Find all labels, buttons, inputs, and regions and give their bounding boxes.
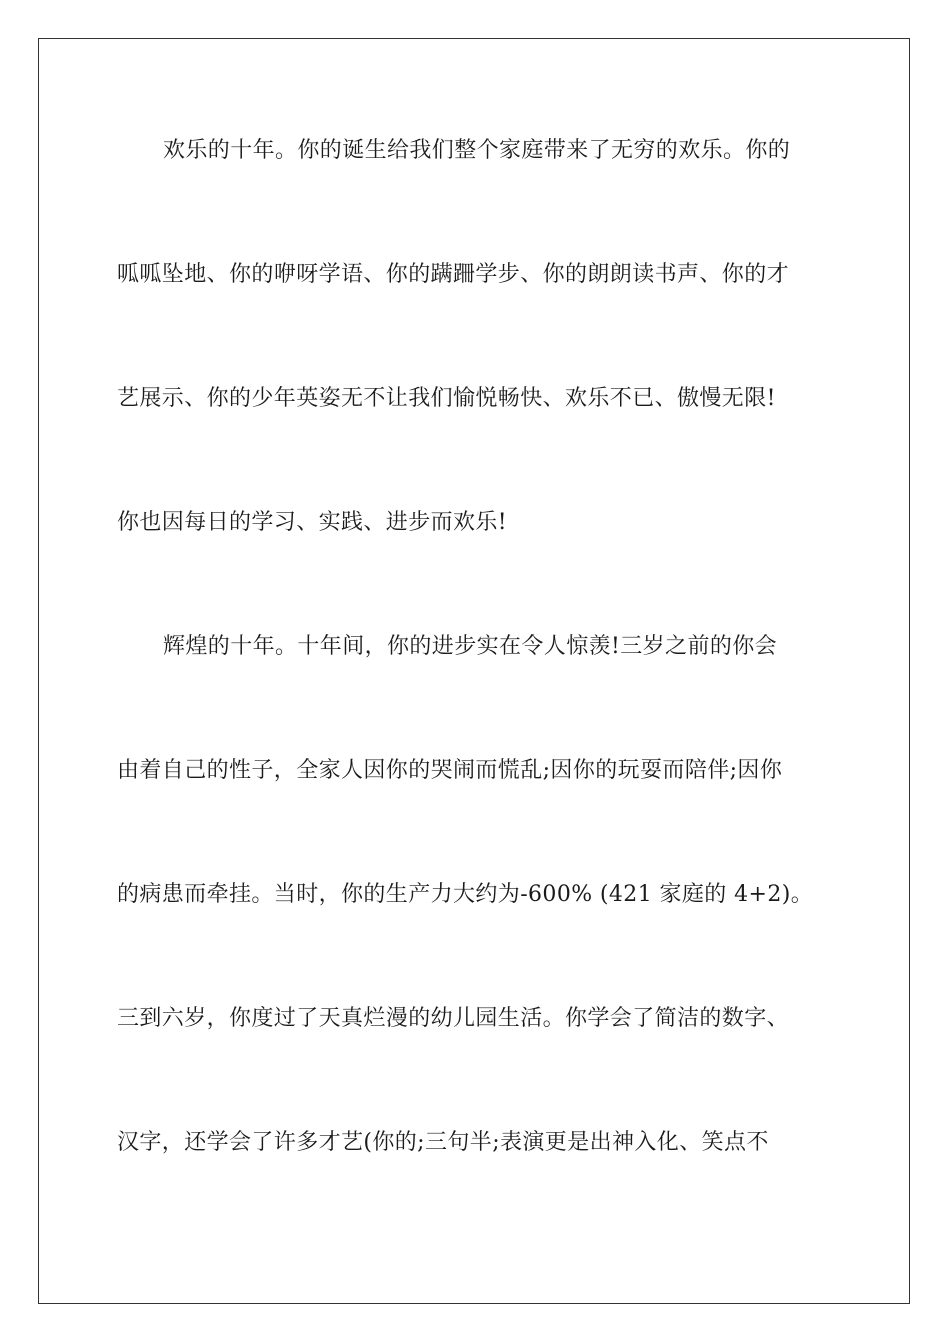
paragraph-1-line-3: 艺展示、你的少年英姿无不让我们愉悦畅快、欢乐不已、傲慢无限! (117, 386, 776, 411)
paragraph-2-line-3: 的病患而牵挂。当时，你的生产力大约为-600% (421 家庭的 4+2)。 (117, 882, 814, 907)
paragraph-2-line-4: 三到六岁，你度过了天真烂漫的幼儿园生活。你学会了简洁的数字、 (117, 1006, 790, 1031)
paragraph-2-line-1: 辉煌的十年。十年间，你的进步实在令人惊羡!三岁之前的你会 (163, 634, 778, 659)
paragraph-2-line-5: 汉字，还学会了许多才艺(你的;三句半;表演更是出神入化、笑点不 (117, 1130, 769, 1155)
paragraph-1-line-1: 欢乐的十年。你的诞生给我们整个家庭带来了无穷的欢乐。你的 (163, 138, 791, 163)
paragraph-1-line-4: 你也因每日的学习、实践、进步而欢乐! (117, 510, 508, 535)
paragraph-2-line-2: 由着自己的性子，全家人因你的哭闹而慌乱;因你的玩耍而陪伴;因你 (117, 758, 783, 783)
page-frame (38, 38, 910, 1304)
paragraph-1-line-2: 呱呱坠地、你的咿呀学语、你的蹒跚学步、你的朗朗读书声、你的才 (117, 262, 790, 287)
